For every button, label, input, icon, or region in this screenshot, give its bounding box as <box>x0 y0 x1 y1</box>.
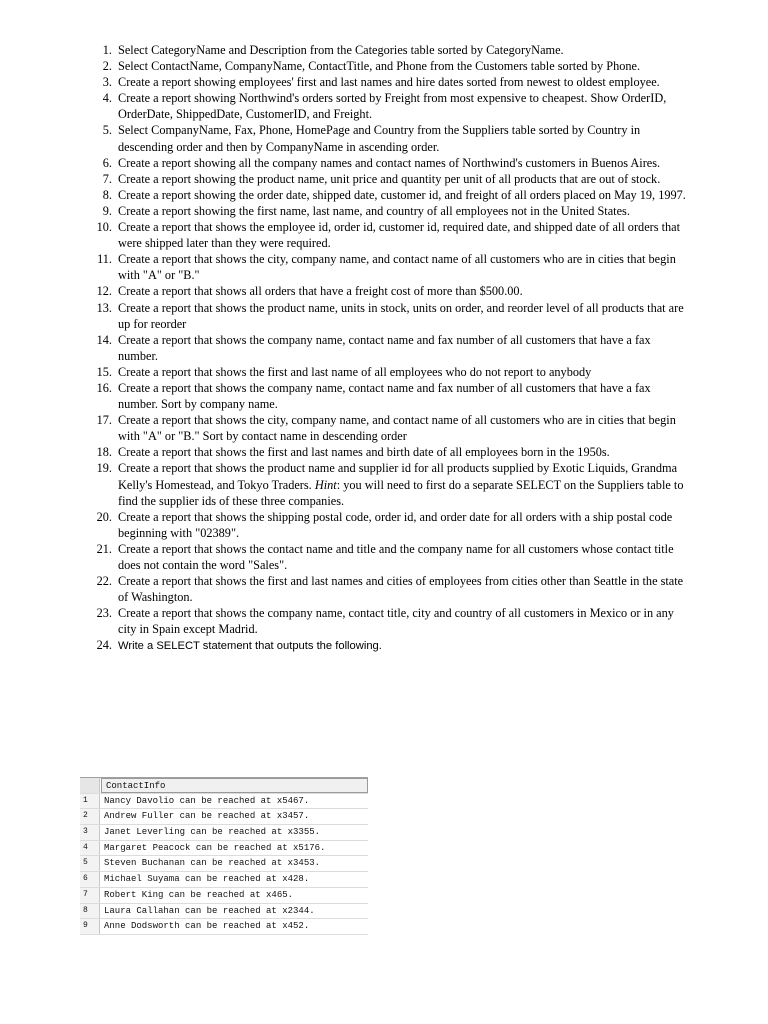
row-number: 1 <box>80 794 100 809</box>
exercise-text: Create a report that shows the first and last names and cities of employees from cities other than Seattle in the state of Washington. <box>118 574 684 605</box>
exercise-item: 9. Create a report showing the first name, last name, and country of all employees not in the United States. <box>102 203 630 218</box>
exercise-item: 12. Create a report that shows all orders that have a freight cost of more than $500.00. <box>96 284 523 299</box>
hint-label: Hint <box>314 477 337 492</box>
exercise-text: Create a report that shows all orders that have a freight cost of more than $500.00. <box>118 284 523 299</box>
exercise-text: Create a report that shows the employee id, order id, customer id, required date, and shipped date of all orders that were shipped later than they were required. <box>118 220 681 251</box>
column-header-contactinfo[interactable]: ContactInfo <box>101 778 368 793</box>
row-number: 8 <box>80 904 100 919</box>
exercise-item: 5. Select CompanyName, Fax, Phone, HomePage and Country from the Suppliers table sorted by Country in descending order and then by CompanyName in ascending order. <box>102 123 641 154</box>
exercise-item: 3. Create a report showing employees' first and last names and hire dates sorted from newest to oldest employee. <box>102 75 660 90</box>
grid-header-row <box>80 778 368 794</box>
exercise-text: Create a report that shows the city, company name, and contact name of all customers who are in cities that begin with "A" or "B." Sort by contact name in descending order <box>118 413 676 444</box>
exercise-text: Create a report showing the product name, unit price and quantity per unit of all products that are out of stock. <box>118 171 661 186</box>
exercise-item: 11. Create a report that shows the city, company name, and contact name of all customers who are in cities that begin with "A" or "B." <box>97 252 676 283</box>
exercise-text: Select ContactName, CompanyName, ContactTitle, and Phone from the Customers table sorted by Phone. <box>118 59 641 74</box>
grid-cell[interactable]: Margaret Peacock can be reached at x5176. <box>104 842 326 853</box>
grid-row[interactable] <box>80 809 368 825</box>
row-number: 6 <box>80 872 100 887</box>
grid-cell[interactable]: Anne Dodsworth can be reached at x452. <box>104 921 310 932</box>
exercise-text: Create a report showing the first name, last name, and country of all employees not in the United States. <box>118 203 630 218</box>
exercise-text: Create a report showing Northwind's orders sorted by Freight from most expensive to cheapest. Show OrderID, OrderDate, ShippedDate, CustomerID, and Freight. <box>118 91 667 122</box>
row-number: 2 <box>80 809 100 824</box>
grid-row[interactable] <box>80 794 368 810</box>
exercise-item: 10. Create a report that shows the employee id, order id, customer id, required date, and shipped date of all orders that were shipped later than they were required. <box>96 220 681 251</box>
grid-cell[interactable]: Andrew Fuller can be reached at x3457. <box>104 811 310 822</box>
exercise-text: Create a report that shows the contact name and title and the company name for all customers whose contact title does not contain the word "Sales". <box>118 541 674 572</box>
exercise-text: Create a report that shows the first and last name of all employees who do not report to anybody <box>118 364 592 379</box>
exercise-item: 20. Create a report that shows the shipping postal code, order id, and order date for all orders with a ship postal code beginning with "02389". <box>96 509 673 540</box>
exercise-text: Write a SELECT statement that outputs the following. <box>118 640 382 653</box>
exercise-text: Create a report that shows the company name, contact title, city and country of all customers in Mexico or in any city in Spain except Madrid. <box>118 606 674 637</box>
exercise-text: Create a report that shows the company name, contact name and fax number of all customers that have a fax number. Sort by company name. <box>118 380 651 412</box>
grid-row[interactable] <box>80 856 368 872</box>
grid-cell[interactable]: Michael Suyama can be reached at x428. <box>104 874 310 885</box>
exercise-item: 16. Create a report that shows the company name, contact name and fax number of all customers that have a fax number. Sort by company name. <box>96 380 651 412</box>
exercise-text: Create a report showing all the company names and contact names of Northwind's customers in Buenos Aires. <box>118 155 661 170</box>
grid-cell[interactable]: Nancy Davolio can be reached at x5467. <box>104 795 310 806</box>
row-number: 5 <box>80 856 100 871</box>
exercise-item: 13. Create a report that shows the product name, units in stock, units on order, and reorder level of all products that are up for reorder <box>96 300 684 331</box>
exercise-item: 24. Write a SELECT statement that outputs the following. <box>96 638 382 653</box>
row-number: 7 <box>80 888 100 903</box>
exercise-text: Create a report that shows the company name, contact name and fax number of all customers that have a fax number. <box>118 332 651 363</box>
exercise-item: 21. Create a report that shows the contact name and title and the company name for all customers whose contact title does not contain the word "Sales". <box>96 541 674 572</box>
exercise-item: 2. Select ContactName, CompanyName, ContactTitle, and Phone from the Customers table sorted by Phone. <box>102 59 641 74</box>
grid-row[interactable] <box>80 888 368 904</box>
exercise-item: 14. Create a report that shows the company name, contact name and fax number of all customers that have a fax number. <box>96 332 651 363</box>
exercise-text: Create a report that shows the first and last names and birth date of all employees born in the 1950s. <box>118 445 610 460</box>
exercise-text: Select CategoryName and Description from the Categories table sorted by CategoryName. <box>118 43 564 57</box>
exercise-text: Select CompanyName, Fax, Phone, HomePage and Country from the Suppliers table sorted by Country in descending order and then by CompanyName in ascending order. <box>118 123 641 154</box>
exercise-text: Create a report that shows the product name, units in stock, units on order, and reorder level of all products that are up for reorder <box>118 300 684 331</box>
query-result-grid <box>80 777 368 935</box>
row-number: 9 <box>80 919 100 934</box>
exercise-item: 4. Create a report showing Northwind's orders sorted by Freight from most expensive to cheapest. Show OrderID, OrderDate, ShippedDate, CustomerID, and Freight. <box>102 91 667 122</box>
exercise-text: Create a report that shows the product name and supplier id for all products supplied by Exotic Liquids, Grandma Kelly's Homestead, and Tokyo Traders. Hint: you will need to first do a separate SELECT on the Suppliers table to find the supplier ids of these three companies. <box>118 461 684 508</box>
grid-row[interactable] <box>80 919 368 935</box>
exercise-item: 23. Create a report that shows the company name, contact title, city and country of all customers in Mexico or in any city in Spain except Madrid. <box>96 606 674 637</box>
grid-row[interactable] <box>80 825 368 841</box>
grid-row[interactable] <box>80 841 368 857</box>
exercise-text: Create a report that shows the city, company name, and contact name of all customers who are in cities that begin with "A" or "B." <box>118 252 676 283</box>
exercise-item: 19. Create a report that shows the product name and supplier id for all products supplied by Exotic Liquids, Grandma Kelly's Homestead, and Tokyo Traders. Hint: you will need to first do a separate SELECT on the Suppliers table to find the supplier ids of these three companies. <box>96 461 684 508</box>
exercise-item: 22. Create a report that shows the first and last names and cities of employees from cities other than Seattle in the state of Washington. <box>96 574 684 605</box>
grid-cell[interactable]: Janet Leverling can be reached at x3355. <box>104 827 321 838</box>
row-number: 3 <box>80 825 100 840</box>
exercise-item: 1. Select CategoryName and Description from the Categories table sorted by CategoryName. <box>102 43 564 57</box>
exercise-text: Create a report showing the order date, shipped date, customer id, and freight of all orders placed on May 19, 1997. <box>118 187 686 202</box>
exercise-text: Create a report showing employees' first and last names and hire dates sorted from newest to oldest employee. <box>118 75 660 90</box>
grid-cell[interactable]: Laura Callahan can be reached at x2344. <box>104 905 315 916</box>
exercise-item: 15. Create a report that shows the first and last name of all employees who do not report to anybody <box>96 364 592 379</box>
row-number: 4 <box>80 841 100 856</box>
exercise-list <box>88 42 693 655</box>
exercise-item: 7. Create a report showing the product name, unit price and quantity per unit of all products that are out of stock. <box>102 171 661 186</box>
exercise-item: 17. Create a report that shows the city, company name, and contact name of all customers who are in cities that begin with "A" or "B." Sort by contact name in descending order <box>96 413 676 444</box>
exercise-text: Create a report that shows the shipping postal code, order id, and order date for all orders with a ship postal code beginning with "02389". <box>118 509 673 540</box>
grid-row[interactable] <box>80 872 368 888</box>
exercise-item: 6. Create a report showing all the company names and contact names of Northwind's customers in Buenos Aires. <box>102 155 661 170</box>
exercise-item: 8. Create a report showing the order date, shipped date, customer id, and freight of all orders placed on May 19, 1997. <box>102 187 686 202</box>
exercise-item: 18. Create a report that shows the first and last names and birth date of all employees born in the 1950s. <box>96 445 610 460</box>
grid-cell[interactable]: Robert King can be reached at x465. <box>104 889 294 900</box>
row-number-header <box>80 778 100 793</box>
grid-row[interactable] <box>80 904 368 920</box>
grid-cell[interactable]: Steven Buchanan can be reached at x3453. <box>104 858 321 869</box>
